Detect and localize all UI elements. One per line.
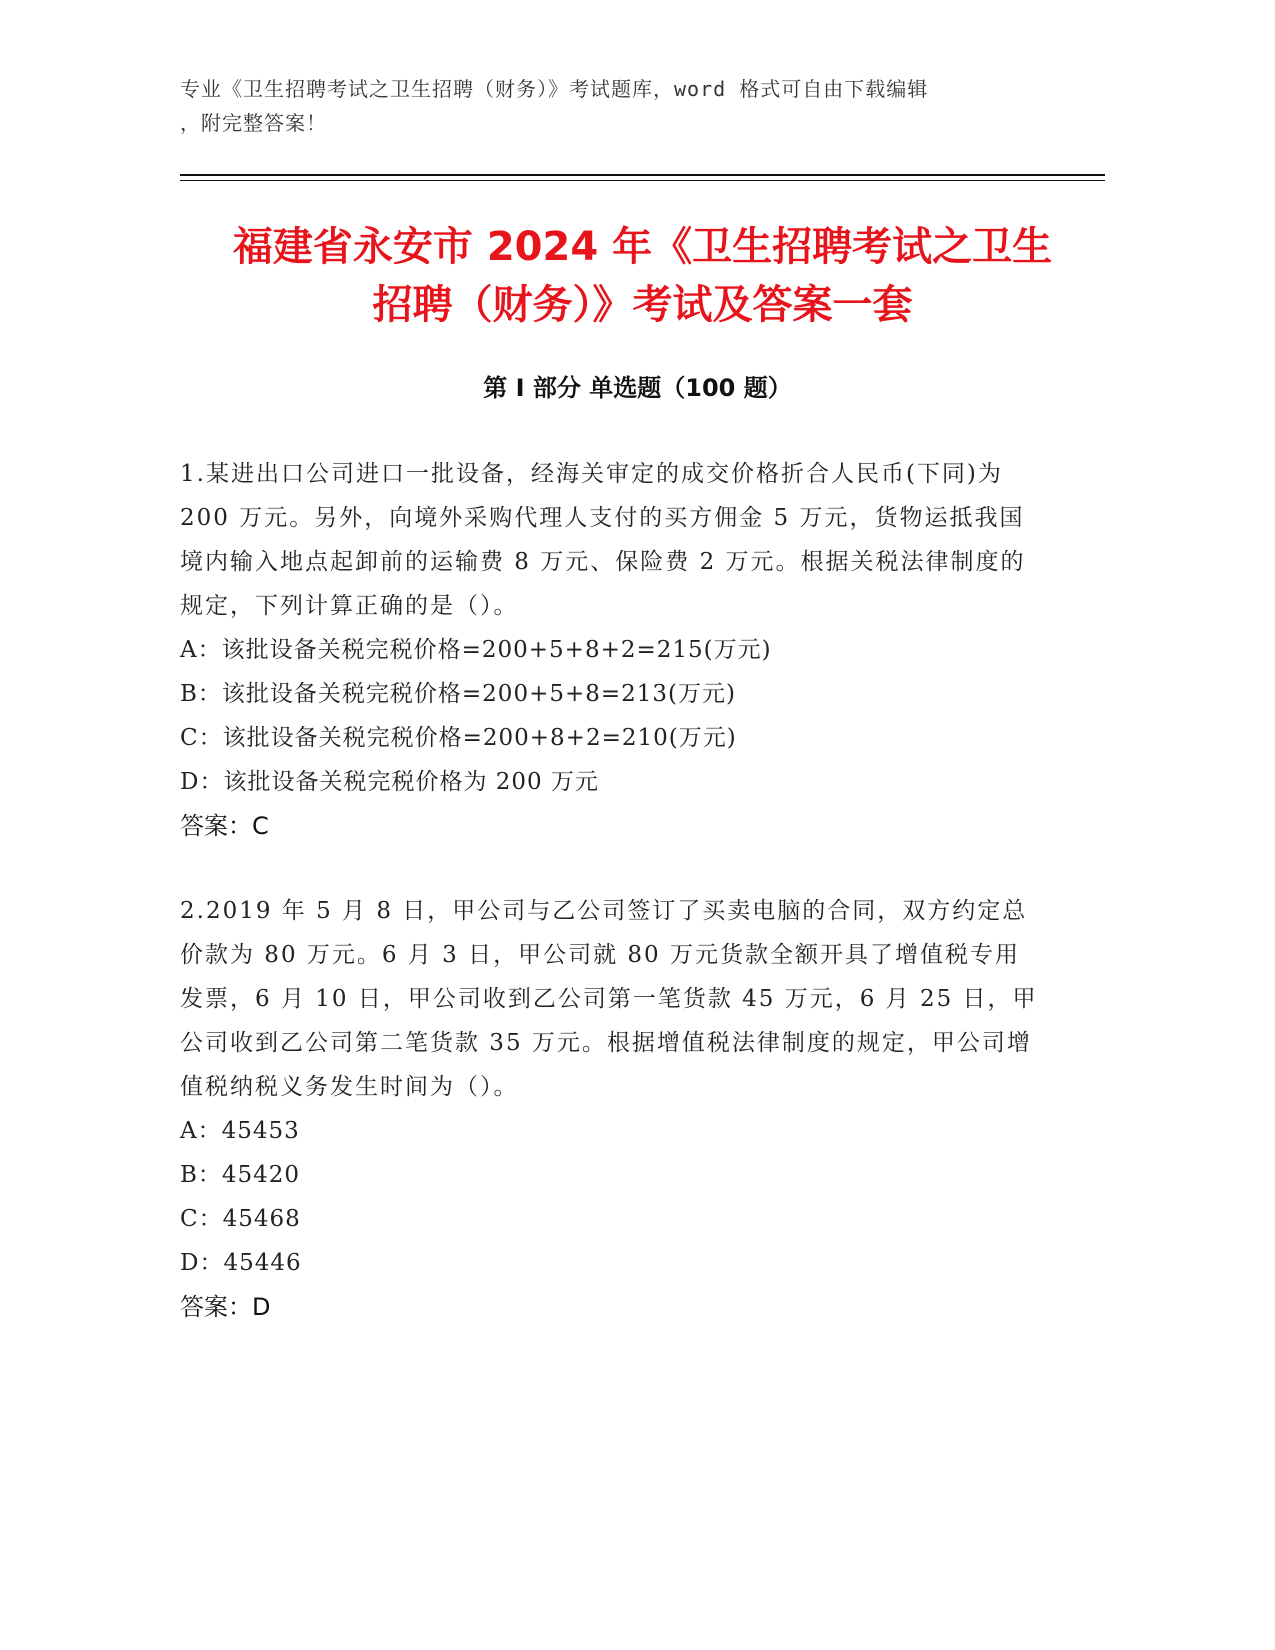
question-option-a: A：该批设备关税完税价格=200+5+8+2=215(万元) xyxy=(180,637,772,663)
header-divider-thick xyxy=(180,174,1105,176)
question-item xyxy=(180,452,1040,848)
document-title-line-1: 福建省永安市 2024 年《卫生招聘考试之卫生 xyxy=(232,224,1053,270)
question-option-c: C：45468 xyxy=(180,1206,301,1232)
question-option-b: B：该批设备关税完税价格=200+5+8=213(万元) xyxy=(180,681,737,707)
question-answer: 答案：C xyxy=(180,812,269,840)
document-title xyxy=(150,218,1135,334)
question-item xyxy=(180,889,1040,1329)
question-option-c: C：该批设备关税完税价格=200+8+2=210(万元) xyxy=(180,725,737,751)
header-divider-thin xyxy=(180,180,1105,181)
header-note: 专业《卫生招聘考试之卫生招聘（财务）》考试题库，word 格式可自由下载编辑 ，附完整答案！ xyxy=(180,77,929,135)
section-heading: 第 I 部分 单选题（100 题） xyxy=(483,374,792,402)
question-option-b: B：45420 xyxy=(180,1162,301,1188)
document-title-line-2: 招聘（财务）》考试及答案一套 xyxy=(372,282,913,328)
question-stem: 2.2019 年 5 月 8 日，甲公司与乙公司签订了买卖电脑的合同，双方约定总价款为 80 万元。6 月 3 日，甲公司就 80 万元货款全额开具了增值税专用发票，6 月 10 日，甲公司收到乙公司第一笔货款 45 万元，6 月 25 日，甲公司收到乙公司第二笔货款 35 万元。根据增值税法律制度的规定，甲公司增值税纳税义务发生时间为（）。 xyxy=(180,898,1038,1100)
question-answer: 答案：D xyxy=(180,1293,271,1321)
question-option-a: A：45453 xyxy=(180,1118,300,1144)
question-stem: 1.某进出口公司进口一批设备，经海关审定的成交价格折合人民币(下同)为 200 万元。另外，向境外采购代理人支付的买方佣金 5 万元，货物运抵我国境内输入地点起卸前的运输费 8 万元、保险费 2 万元。根据关税法律制度的规定，下列计算正确的是（）。 xyxy=(180,461,1026,619)
question-option-d: D：45446 xyxy=(180,1250,302,1276)
question-option-d: D：该批设备关税完税价格为 200 万元 xyxy=(180,769,599,795)
